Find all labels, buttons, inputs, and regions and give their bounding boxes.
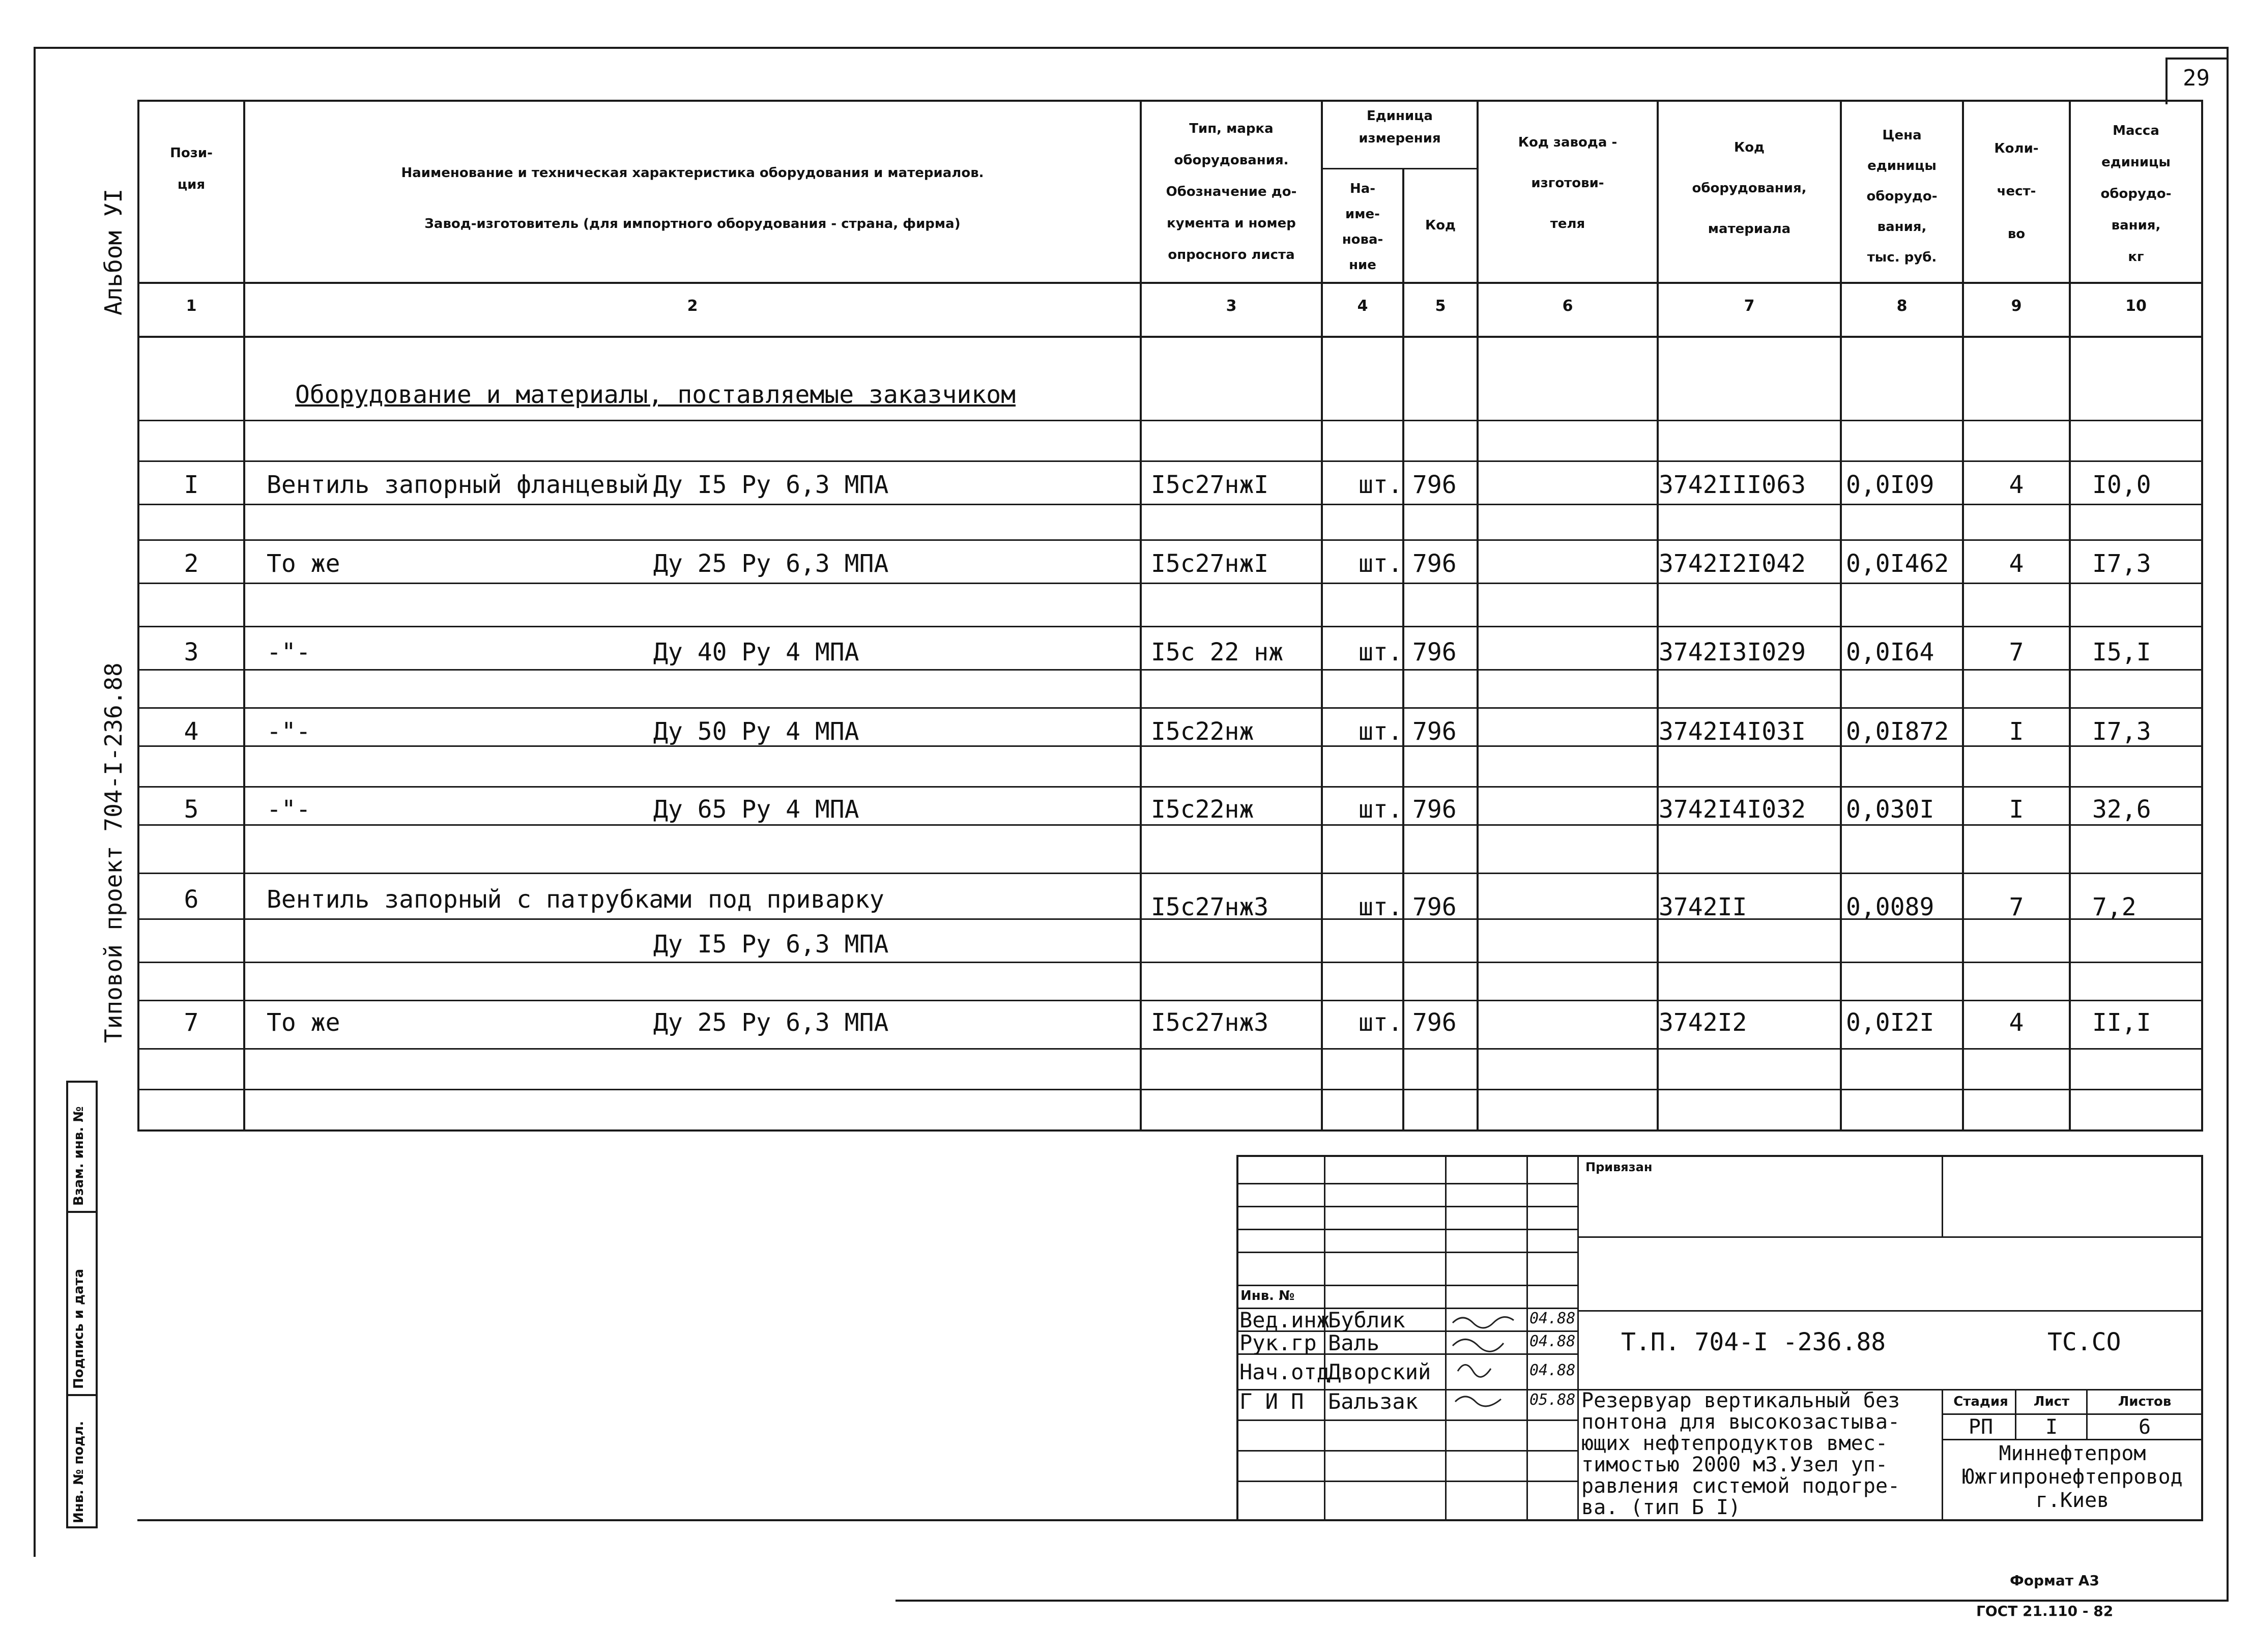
col-line	[137, 100, 139, 1132]
row-line	[137, 824, 2203, 826]
row-code: 3742I2I042	[1659, 549, 1806, 578]
row-line	[137, 504, 2203, 505]
hdr-mass	[2071, 115, 2201, 273]
row-mass: 32,6	[2092, 795, 2151, 824]
tb-top	[1236, 1155, 2203, 1157]
hdr-name	[245, 148, 1140, 249]
hdr-text: оборудования,	[1692, 181, 1807, 196]
tb-line	[2086, 1389, 2088, 1439]
row-name: Вентиль запорный с патрубками под приварку	[267, 885, 884, 914]
hdr-unit-code: Код	[1425, 218, 1456, 233]
row-spec: Ду 65 Ру 4 МПА	[653, 795, 859, 824]
row-unit: шт.	[1359, 1008, 1403, 1037]
tb-desc-line: тимостью 2000 м3.Узел уп-	[1581, 1453, 1888, 1476]
tb-line	[1236, 1206, 1578, 1207]
row-qty: 7	[2009, 893, 2024, 921]
row-unit: шт.	[1359, 893, 1403, 921]
hdr-text: чест-	[1997, 184, 2036, 199]
hdr-text: единицы	[2101, 155, 2171, 170]
row-code: 3742I4I032	[1659, 795, 1806, 824]
row-name: То же	[267, 1008, 340, 1037]
row-pos: 7	[184, 1008, 199, 1037]
row-qty: 4	[2009, 1008, 2024, 1037]
tb-sheet: I	[2045, 1415, 2058, 1439]
row-price: 0,0I64	[1846, 638, 1934, 666]
colnum-bottom	[137, 336, 2203, 338]
row-mass: I7,3	[2092, 549, 2151, 578]
hdr-text: изготови-	[1531, 176, 1604, 191]
tb-desc-line: равления системой подогре-	[1581, 1474, 1900, 1498]
hdr-text: Цена	[1882, 128, 1922, 143]
hdr-text: Код завода -	[1518, 135, 1617, 150]
colnum: 6	[1562, 297, 1573, 315]
colnum: 2	[687, 297, 698, 315]
row-spec: Ду 50 Ру 4 МПА	[653, 717, 859, 746]
tb-line	[1236, 1481, 1578, 1482]
row-mass: I5,I	[2092, 638, 2151, 666]
tb-description	[1581, 1390, 1900, 1518]
stamp-strip-mid	[96, 1081, 98, 1528]
row-line	[137, 539, 2203, 541]
row-spec: Ду 40 Ру 4 МПА	[653, 638, 859, 666]
colnum: 1	[186, 297, 197, 315]
row-price: 0,0I462	[1846, 549, 1949, 578]
row-line	[137, 1000, 2203, 1001]
row-unit: шт.	[1359, 549, 1403, 578]
hdr-qty	[1964, 127, 2069, 255]
stamp-strip-bottom	[66, 1526, 98, 1528]
row-line	[137, 626, 2203, 627]
table-bottom	[137, 1129, 2203, 1132]
hdr-text: Код	[1734, 140, 1765, 155]
row-type: I5с27нж3	[1151, 1008, 1269, 1037]
hdr-text: измерения	[1359, 131, 1441, 146]
tb-line	[1577, 1236, 2203, 1238]
hdr-text: кг	[2128, 249, 2144, 265]
colnum: 9	[2011, 297, 2022, 315]
row-code: 3742II	[1659, 893, 1747, 921]
tb-line	[1526, 1155, 1528, 1521]
tb-bottom	[137, 1519, 2203, 1521]
frame-bottom	[896, 1600, 2229, 1602]
tb-right	[2201, 1155, 2203, 1521]
row-code: 3742III063	[1659, 471, 1806, 499]
row-price: 0,0I2I	[1846, 1008, 1934, 1037]
row-price: 0,0I09	[1846, 471, 1934, 499]
frame-top	[34, 47, 2228, 49]
gost-label: ГОСТ 21.110 - 82	[1976, 1603, 2114, 1619]
tb-sheets: 6	[2138, 1415, 2151, 1439]
row-line	[137, 460, 2203, 462]
hdr-text: кумента и номер	[1167, 216, 1296, 231]
tb-org-line: Южгипронефтепровод	[1962, 1465, 2183, 1489]
col-line	[2201, 100, 2203, 1132]
format-label: Формат А3	[2010, 1572, 2099, 1589]
tb-line	[1236, 1229, 1578, 1230]
page-number: 29	[2183, 65, 2210, 91]
row-qty: 4	[2009, 471, 2024, 499]
row-spec: Ду I5 Ру 6,3 МПА	[653, 471, 889, 499]
hdr-text: На-	[1349, 181, 1376, 196]
tb-line	[1942, 1439, 2203, 1440]
row-type: I5с22нж	[1151, 795, 1254, 824]
row-qty: I	[2009, 795, 2024, 824]
stamp-strip-left	[66, 1081, 68, 1528]
row-line	[137, 1089, 2203, 1090]
frame-left	[34, 47, 36, 1557]
row-line	[137, 873, 2203, 874]
tb-left	[1236, 1155, 1238, 1521]
row-name: Вентиль запорный фланцевый	[267, 471, 649, 499]
col-line	[1657, 100, 1659, 1132]
colnum: 10	[2125, 297, 2147, 315]
hdr-type	[1142, 113, 1321, 271]
page-number-box-top	[2165, 57, 2229, 60]
tb-role: Нач.отд	[1239, 1359, 1330, 1384]
page-number-box-left	[2165, 57, 2168, 104]
hdr-text: ция	[177, 177, 206, 192]
hdr-text: оборудо-	[2100, 186, 2172, 201]
tb-line	[1236, 1252, 1578, 1253]
row-unit-code: 796	[1412, 1008, 1457, 1037]
tb-org	[1944, 1442, 2201, 1512]
hdr-text: вания,	[1877, 219, 1927, 235]
row-name: -"-	[267, 795, 311, 824]
col-line	[243, 100, 245, 1132]
row-type: I5с27нж3	[1151, 893, 1269, 921]
row-mass: I7,3	[2092, 717, 2151, 746]
colnum: 8	[1896, 297, 1908, 315]
tb-org-line: г.Киев	[2035, 1489, 2110, 1512]
hdr-text: Обозначение до-	[1166, 184, 1297, 199]
hdr-text: оборудо-	[1866, 189, 1938, 204]
unit-group-divider	[1321, 168, 1477, 169]
row-code: 3742I2	[1659, 1008, 1747, 1037]
hdr-maker-code	[1479, 122, 1657, 244]
tb-person: Дворский	[1328, 1359, 1431, 1384]
hdr-unit-group	[1323, 105, 1477, 150]
stamp-podpis: Подпись и дата	[71, 1268, 86, 1389]
tb-desc-line: ющих нефтепродуктов вмес-	[1581, 1432, 1888, 1455]
col-line	[1477, 100, 1479, 1132]
stamp-inv-podl: Инв. № подл.	[71, 1421, 86, 1523]
tb-line	[2015, 1389, 2016, 1439]
row-pos: 3	[184, 638, 199, 666]
row-pos: 6	[184, 885, 199, 914]
row-unit-code: 796	[1412, 549, 1457, 578]
hdr-text: Завод-изготовитель (для импортного оборудования - страна, фирма)	[424, 216, 961, 231]
hdr-text: Тип, марка	[1189, 121, 1274, 136]
tb-line	[1577, 1155, 1579, 1521]
tb-person: Бублик	[1328, 1308, 1405, 1332]
tb-line	[1236, 1183, 1578, 1184]
tb-org-line: Миннефтепром	[1999, 1442, 2146, 1465]
row-line	[137, 962, 2203, 963]
tb-role: Рук.гр	[1239, 1330, 1317, 1355]
tb-role: Г И П	[1239, 1389, 1304, 1414]
tb-date: 04.88	[1529, 1310, 1576, 1327]
row-line	[137, 1048, 2203, 1050]
tb-line	[1236, 1419, 1578, 1421]
hdr-unit-name	[1323, 176, 1402, 278]
hdr-text: ние	[1349, 257, 1376, 273]
row-pos: 5	[184, 795, 199, 824]
tb-doc-code: Т.П. 704-I -236.88	[1621, 1328, 1886, 1356]
album-label: Альбом УI	[100, 188, 127, 315]
row-mass: 7,2	[2092, 893, 2136, 921]
hdr-text: оборудования.	[1174, 153, 1289, 168]
row-unit-code: 796	[1412, 638, 1457, 666]
signature-marks	[1448, 1310, 1524, 1417]
hdr-text: единицы	[1867, 158, 1937, 173]
tb-date: 04.88	[1529, 1361, 1576, 1379]
row-mass: II,I	[2092, 1008, 2151, 1037]
hdr-text: опросного листа	[1168, 247, 1295, 263]
hdr-text: Единица	[1367, 108, 1433, 124]
tb-doc-mark: ТС.СО	[2047, 1328, 2121, 1356]
stamp-vzam: Взам. инв. №	[71, 1106, 86, 1206]
row-line	[137, 669, 2203, 671]
hdr-text: тыс. руб.	[1867, 250, 1937, 265]
row-unit: шт.	[1359, 471, 1403, 499]
tb-sheet-label: Лист	[2033, 1394, 2070, 1409]
header-bottom	[137, 282, 2203, 284]
row-name: То же	[267, 549, 340, 578]
row-type: I5с27нжI	[1151, 471, 1269, 499]
hdr-text: Коли-	[1994, 141, 2039, 156]
tb-date: 04.88	[1529, 1332, 1576, 1350]
hdr-pos	[139, 137, 243, 200]
row-qty: I	[2009, 717, 2024, 746]
hdr-text: Масса	[2113, 123, 2159, 138]
row-name: -"-	[267, 638, 311, 666]
tb-privyazan-divider	[1942, 1155, 1943, 1236]
stamp-strip-div2	[66, 1394, 98, 1396]
tb-line	[1236, 1285, 1578, 1286]
row-spec: Ду I5 Ру 6,3 МПА	[653, 930, 889, 959]
colnum: 7	[1744, 297, 1755, 315]
row-spec: Ду 25 Ру 6,3 МПА	[653, 549, 889, 578]
tb-stage-label: Стадия	[1953, 1394, 2008, 1409]
row-line	[137, 786, 2203, 788]
stamp-strip-top	[66, 1081, 98, 1083]
row-pos: 4	[184, 717, 199, 746]
row-spec: Ду 25 Ру 6,3 МПА	[653, 1008, 889, 1037]
row-unit-code: 796	[1412, 471, 1457, 499]
row-name: -"-	[267, 717, 311, 746]
row-unit-code: 796	[1412, 717, 1457, 746]
hdr-text: Наименование и техническая характеристика оборудования и материалов.	[401, 165, 984, 181]
row-qty: 7	[2009, 638, 2024, 666]
row-price: 0,030I	[1846, 795, 1934, 824]
row-type: I5с22нж	[1151, 717, 1254, 746]
hdr-equip-code	[1659, 127, 1840, 249]
tb-desc-line: Резервуар вертикальный без	[1581, 1389, 1900, 1412]
hdr-text: Пози-	[170, 146, 213, 161]
tb-date: 05.88	[1529, 1391, 1576, 1409]
row-qty: 4	[2009, 549, 2024, 578]
row-code: 3742I4I03I	[1659, 717, 1806, 746]
hdr-text: теля	[1550, 216, 1585, 231]
colnum: 5	[1435, 297, 1446, 315]
section-title: Оборудование и материалы, поставляемые заказчиком	[295, 381, 1016, 409]
tb-desc-line: ва. (тип Б I)	[1581, 1496, 1741, 1519]
tb-line	[1577, 1310, 2203, 1312]
tb-line	[1445, 1155, 1447, 1521]
hdr-text: материала	[1708, 221, 1791, 237]
tb-sheets-label: Листов	[2118, 1394, 2172, 1409]
hdr-text: вания,	[2111, 218, 2161, 233]
row-type: I5с27нжI	[1151, 549, 1269, 578]
project-label: Типовой проект 704-I-236.88	[100, 662, 127, 1043]
row-unit-code: 796	[1412, 893, 1457, 921]
row-pos: I	[184, 471, 199, 499]
row-unit: шт.	[1359, 638, 1403, 666]
hdr-price	[1842, 120, 1962, 273]
frame-right	[2227, 47, 2229, 1601]
tb-inv: Инв. №	[1240, 1288, 1295, 1303]
hdr-text: во	[2007, 226, 2026, 242]
tb-person: Валь	[1328, 1330, 1380, 1355]
row-price: 0,0089	[1846, 893, 1934, 921]
row-pos: 2	[184, 549, 199, 578]
table-top	[137, 100, 2203, 102]
row-line	[137, 583, 2203, 584]
tb-person: Бальзак	[1328, 1389, 1419, 1414]
tb-line	[1324, 1155, 1325, 1521]
stamp-strip-div1	[66, 1211, 98, 1213]
row-price: 0,0I872	[1846, 717, 1949, 746]
row-unit: шт.	[1359, 717, 1403, 746]
colnum: 4	[1357, 297, 1368, 315]
row-mass: I0,0	[2092, 471, 2151, 499]
tb-desc-line: понтона для высокозастыва-	[1581, 1410, 1900, 1434]
tb-line	[1942, 1413, 2203, 1415]
hdr-text: име-	[1345, 207, 1380, 222]
row-code: 3742I3I029	[1659, 638, 1806, 666]
row-type: I5с 22 нж	[1151, 638, 1284, 666]
colnum: 3	[1226, 297, 1237, 315]
row-unit-code: 796	[1412, 795, 1457, 824]
row-line	[137, 707, 2203, 709]
tb-privyazan: Привязан	[1585, 1160, 1653, 1174]
hdr-text: нова-	[1342, 232, 1383, 247]
tb-line	[1942, 1389, 1943, 1521]
row-line	[137, 420, 2203, 421]
tb-stage: РП	[1968, 1415, 1994, 1439]
tb-role: Вед.инж	[1239, 1308, 1330, 1332]
tb-line	[1236, 1450, 1578, 1452]
row-unit: шт.	[1359, 795, 1403, 824]
